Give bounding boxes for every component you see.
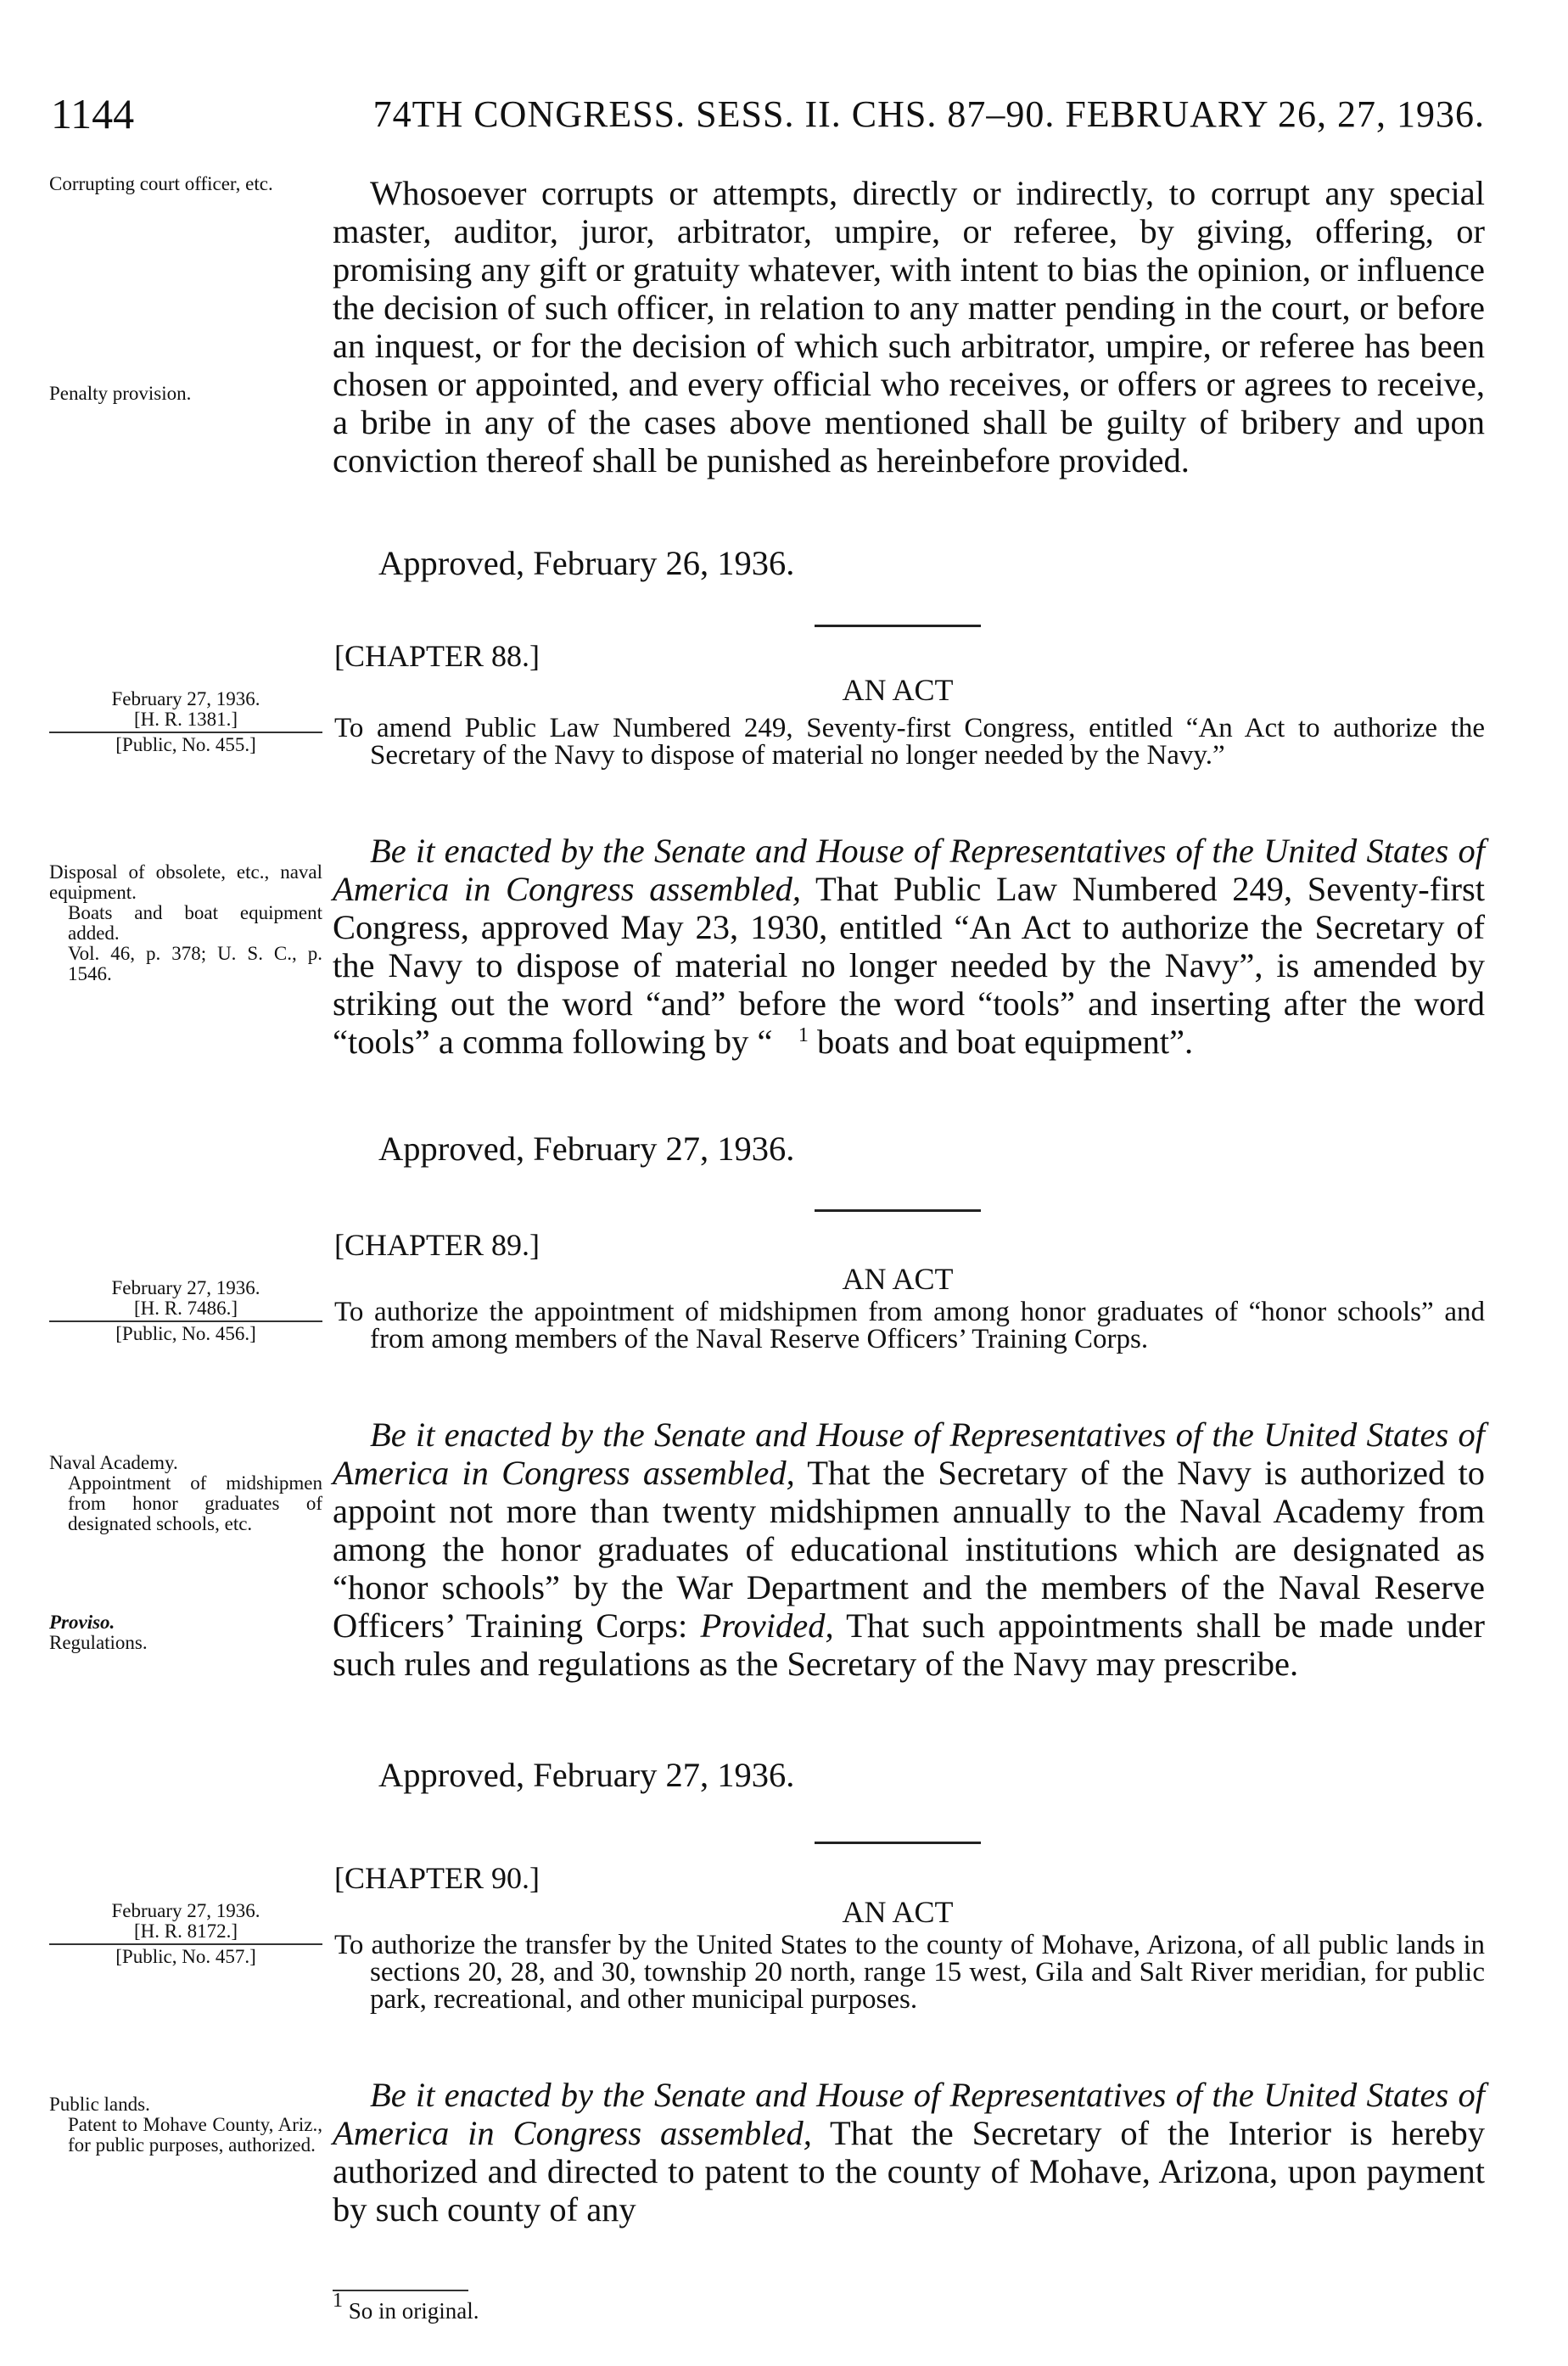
divider-rule: [815, 1209, 981, 1212]
footnote: $^1$ So in original.: [333, 2290, 479, 2324]
chapter-88-heading: [CHAPTER 88.]: [334, 639, 540, 673]
chapter-90-title: To authorize the transfer by the United States to the county of Mohave, Arizona, of all public lands in sections 20, 28, and 30, township 20 north, range 15 west, Gila and Salt River meridian, for public park, recreational, and other municipal purposes.: [334, 1930, 1485, 2015]
approved-89: Approved, February 27, 1936.: [378, 1756, 795, 1794]
margin-note-penalty: Penalty provision.: [49, 383, 192, 404]
divider-rule: [815, 1842, 981, 1844]
chapter-90-heading: [CHAPTER 90.]: [334, 1861, 540, 1895]
chapter-90-margin-notes: Public lands. Patent to Mohave County, Ariz., for public purposes, authorized.: [49, 2094, 322, 2156]
running-title: 74TH CONGRESS. SESS. II. CHS. 87–90. FEBRUARY 26, 27, 1936.: [372, 93, 1485, 135]
page-header: [51, 89, 1485, 140]
chapter-89-title: To authorize the appointment of midshipmen from among honor graduates of “honor schools” and from among members of the Naval Reserve Officers’ Training Corps.: [334, 1297, 1485, 1354]
approved-88: Approved, February 27, 1936.: [378, 1130, 795, 1168]
approved-87: Approved, February 26, 1936.: [378, 544, 795, 582]
chapter-89-margin-notes: Naval Academy. Appointment of midshipmen from honor graduates of designated schools, etc.: [49, 1452, 322, 1534]
chapter-90-date-note: February 27, 1936. [H. R. 8172.] [Public, No. 457.]: [49, 1901, 322, 1967]
chapter-88-title: To amend Public Law Numbered 249, Seventy-first Congress, entitled “An Act to authorize the Secretary of the Navy to dispose of material no longer needed by the Navy.”: [334, 713, 1485, 771]
divider-rule: [815, 625, 981, 627]
chapter-89-proviso-note: Proviso. Regulations.: [49, 1612, 148, 1653]
page-number: 1144: [51, 90, 135, 137]
chapter-88-an-act: AN ACT: [842, 673, 954, 707]
chapter-89-date-note: February 27, 1936. [H. R. 7486.] [Public, No. 456.]: [49, 1278, 322, 1344]
chapter-88-margin-notes: Disposal of obsolete, etc., naval equipment. Boats and boat equipment added. Vol. 46, p. 378; U. S. C., p. 1546.: [49, 861, 322, 984]
chapter-89-an-act: AN ACT: [842, 1262, 954, 1296]
chapter-90-an-act: AN ACT: [842, 1895, 954, 1929]
section-87-paragraph: Whosoever corrupts or attempts, directly or indirectly, to corrupt any special master, auditor, juror, arbitrator, umpire, or referee, by giving, offering, or promising any gift or gratuity whatever, with intent to bias the opinion, or influence the decision of such officer, in relation to any matter pending in the court, or before an inquest, or for the decision of which such arbitrator, umpire, or referee has been chosen or appointed, and every official who receives, or offers or agrees to receive, a bribe in any of the cases above mentioned shall be guilty of bribery and upon conviction thereof shall be punished as hereinbefore provided.: [333, 174, 1485, 479]
chapter-88-date-note: February 27, 1936. [H. R. 1381.] [Public, No. 455.]: [49, 689, 322, 755]
chapter-88-body: Be it enacted by the Senate and House of Representatives of the United States of America in Congress assembled, That Public Law Numbered 249, Seventy-first Congress, approved May 23, 1930, entitled “An Act to authorize the Secretary of the Navy to dispose of material no longer needed by the Navy”, is amended by striking out the word “and” before the word “tools” and inserting after the word “tools” a comma following by “ $^1$ boats and boat equipment”.: [333, 832, 1485, 1061]
margin-note-corrupting: Corrupting court officer, etc.: [49, 173, 273, 194]
chapter-89-body: Be it enacted by the Senate and House of Representatives of the United States of America in Congress assembled, That the Secretary of the Navy is authorized to appoint not more than twenty midshipmen annually to the Naval Academy from among the honor graduates of educational institutions which are designated as “honor schools” by the War Department and the members of the Naval Reserve Officers’ Training Corps: Provided, That such appointments shall be made under such rules and regulations as the Secretary of the Navy may prescribe.: [333, 1416, 1485, 1683]
footnote-rule: [333, 2290, 468, 2291]
footnote-mark: 1: [798, 1024, 809, 1046]
chapter-89-heading: [CHAPTER 89.]: [334, 1228, 540, 1262]
chapter-90-body: Be it enacted by the Senate and House of Representatives of the United States of America in Congress assembled, That the Secretary of the Interior is hereby authorized and directed to patent to the county of Mohave, Arizona, upon payment by such county of any: [333, 2076, 1485, 2229]
